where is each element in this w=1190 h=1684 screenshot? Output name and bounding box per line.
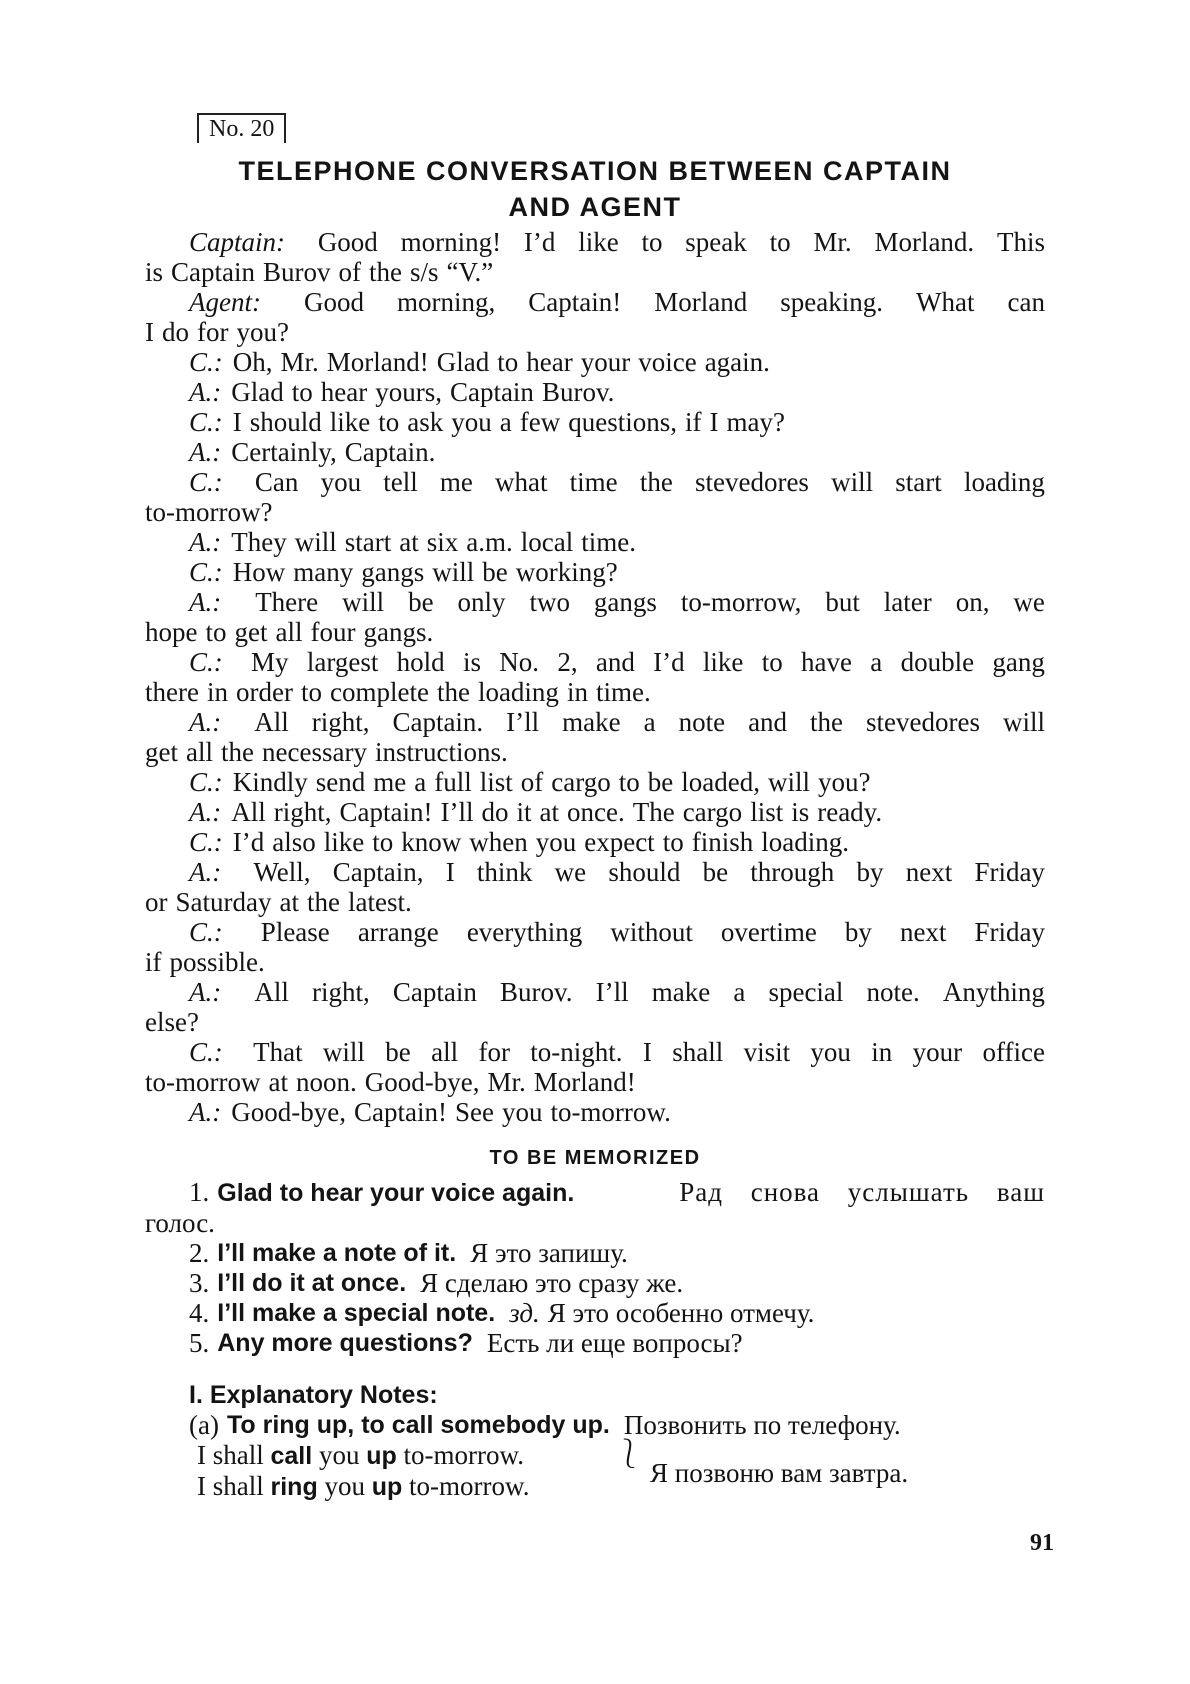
dialogue-line: C.: Oh, Mr. Morland! Glad to hear your voice again. (189, 347, 770, 377)
dialogue-line: to-morrow? (145, 497, 273, 527)
memorize-item-ru: Рад снова услышать ваш (679, 1177, 1045, 1207)
dialogue-line: to-morrow at noon. Good-bye, Mr. Morland! (145, 1067, 636, 1097)
dialogue-line: C.: My largest hold is No. 2, and I’d like to have a double gang (189, 647, 1045, 677)
dialogue-line: C.: Kindly send me a full list of cargo to be loaded, will you? (189, 767, 871, 797)
speaker-label: A.: (189, 857, 222, 887)
memorize-list (145, 1177, 1045, 1358)
dialogue-line: C.: Can you tell me what time the stevedores will start loading (189, 467, 1045, 497)
speaker-label: Agent: (189, 287, 261, 317)
example-ring: I shall ring you up to-morrow. (197, 1471, 530, 1501)
speaker-label: C.: (189, 827, 223, 857)
speaker-label: A.: (189, 977, 222, 1007)
dialogue-line: C.: That will be all for to-night. I shall visit you in your office (189, 1037, 1045, 1067)
note-a-examples (145, 1440, 1045, 1502)
example-call: I shall call you up to-morrow. (197, 1440, 524, 1470)
memorize-item-en: 1. Glad to hear your voice again. (189, 1177, 575, 1207)
dialogue-line: A.: All right, Captain. I’ll make a note and the stevedores will (189, 707, 1045, 737)
dialogue-line: A.: There will be only two gangs to-morrow, but later on, we (189, 587, 1045, 617)
speaker-label: C.: (189, 467, 223, 497)
dialogue-line: C.: I should like to ask you a few questions, if I may? (189, 407, 785, 437)
dialogue-line: C.: I’d also like to know when you expect to finish loading. (189, 827, 849, 857)
speaker-label: A.: (189, 437, 222, 467)
speaker-label: A.: (189, 797, 222, 827)
speaker-label: A.: (189, 587, 222, 617)
dialogue-line: get all the necessary instructions. (145, 737, 508, 767)
page-title (145, 153, 1045, 225)
dialogue-line: A.: All right, Captain Burov. I’ll make a special note. Anything (189, 977, 1045, 1007)
memorize-item: 5. Any more questions? Есть ли еще вопросы? (189, 1328, 743, 1358)
speaker-label: Captain: (189, 227, 286, 257)
speaker-label: C.: (189, 557, 223, 587)
speaker-label: A.: (189, 377, 222, 407)
memorize-item: 3. I’ll do it at once. Я сделаю это сразу же. (189, 1268, 684, 1298)
speaker-label: A.: (189, 1097, 222, 1127)
speaker-label: A.: (189, 707, 222, 737)
dialogue-line: A.: They will start at six a.m. local time. (189, 527, 636, 557)
dialogue-line: A.: Well, Captain, I think we should be through by next Friday (189, 857, 1045, 887)
dialogue-line: else? (145, 1007, 199, 1037)
page-content (145, 112, 1045, 1502)
lesson-number-box: No. 20 (197, 113, 286, 143)
dialogue-line: A.: All right, Captain! I’ll do it at once. The cargo list is ready. (189, 797, 883, 827)
dialogue-line: there in order to complete the loading in time. (145, 677, 651, 707)
dialogue-line: hope to get all four gangs. (145, 617, 434, 647)
speaker-label: C.: (189, 407, 223, 437)
speaker-label: C.: (189, 1037, 223, 1067)
dialogue-line: A.: Good-bye, Captain! See you to-morrow. (189, 1097, 671, 1127)
speaker-label: C.: (189, 647, 223, 677)
memorize-item: 2. I’ll make a note of it. Я это запишу. (189, 1238, 628, 1268)
speaker-label: C.: (189, 767, 223, 797)
dialogue-line: Captain: Good morning! I’d like to speak to Mr. Morland. This (189, 227, 1045, 257)
title-line-2: AND AGENT (508, 192, 682, 222)
dialogue-line: A.: Glad to hear yours, Captain Burov. (189, 377, 615, 407)
notes-heading: I. Explanatory Notes: (189, 1381, 438, 1409)
brace-icon: ⎱ (615, 1439, 644, 1470)
page-number: 91 (1030, 1530, 1054, 1556)
dialogue-line: if possible. (145, 947, 265, 977)
dialogue-line: C.: How many gangs will be working? (189, 557, 618, 587)
example-translation: Я позвоню вам завтра. (650, 1458, 909, 1488)
speaker-label: C.: (189, 917, 223, 947)
title-line-1: TELEPHONE CONVERSATION BETWEEN CAPTAIN (238, 156, 952, 186)
memorize-item-cont: голос. (145, 1208, 215, 1238)
memorize-item: 4. I’ll make a special note. зд. Я это особенно отмечу. (189, 1298, 815, 1328)
speaker-label: A.: (189, 527, 222, 557)
dialogue-line: or Saturday at the latest. (145, 887, 412, 917)
speaker-label: C.: (189, 347, 223, 377)
dialogue-line: C.: Please arrange everything without overtime by next Friday (189, 917, 1045, 947)
dialogue-line: is Captain Burov of the s/s “V.” (145, 257, 494, 287)
dialogue (145, 227, 1045, 1127)
dialogue-line: A.: Certainly, Captain. (189, 437, 436, 467)
memorize-heading: TO BE MEMORIZED (489, 1147, 701, 1169)
dialogue-line: I do for you? (145, 317, 289, 347)
memorize-item (145, 1177, 1045, 1208)
dialogue-line: Agent: Good morning, Captain! Morland speaking. What can (189, 287, 1045, 317)
note-a: (a) To ring up, to call somebody up. Позвонить по телефону. (189, 1410, 901, 1440)
